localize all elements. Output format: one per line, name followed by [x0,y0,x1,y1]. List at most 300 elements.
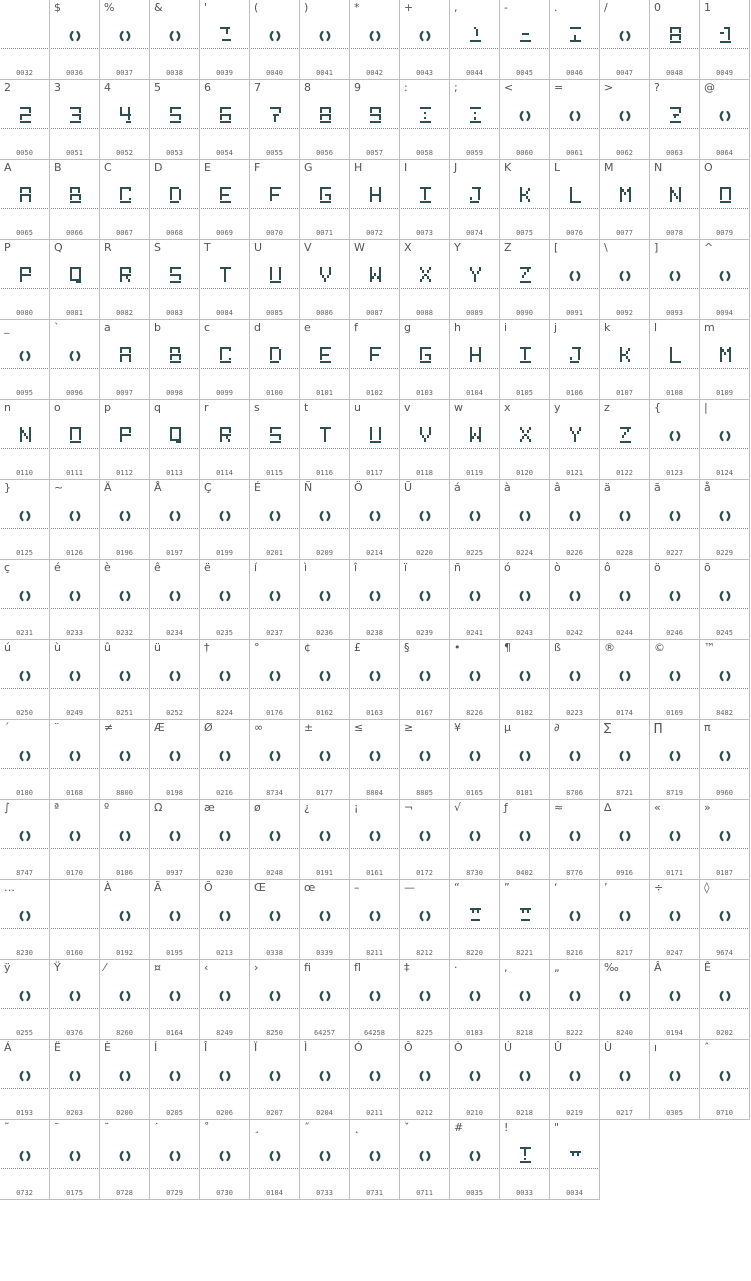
glyph-code-label: 0034 [566,1189,583,1197]
glyph-stroke [477,436,479,439]
glyph-cell [200,640,250,720]
notdef-glyph-mark [621,112,630,120]
glyph-stroke [70,189,72,193]
glyph-char-label: ± [304,721,314,734]
glyph-char-label: ¤ [154,961,161,974]
glyph-char-label: D [154,161,163,174]
glyph-cell [350,800,400,880]
glyph-stroke [274,116,276,122]
glyph-cell [350,480,400,560]
glyph-cell [50,800,100,880]
glyph-code-label: 8260 [116,1029,133,1037]
glyph-stroke [676,196,678,199]
glyph-preview-icon [450,0,500,80]
glyph-char-label: ¸ [254,1121,260,1134]
glyph-cell [400,640,450,720]
glyph-char-label: ï [404,561,408,574]
glyph-stroke [320,347,331,349]
notdef-glyph-mark [571,752,580,760]
notdef-glyph-mark [621,32,630,40]
glyph-stroke [229,349,231,351]
glyph-preview-icon [700,640,750,720]
glyph-stroke [570,361,579,363]
glyph-stroke [474,27,476,29]
glyph-char-label: X [404,241,412,254]
glyph-char-label: í [254,561,258,574]
glyph-char-label: M [604,161,614,174]
glyph-cell [450,80,500,160]
glyph-code-label: 8217 [616,949,633,957]
glyph-stroke [320,107,331,109]
glyph-preview-icon [150,1040,200,1120]
notdef-glyph-mark [721,272,730,280]
glyph-cell [200,960,250,1040]
glyph-preview-icon [400,1040,450,1120]
glyph-stroke [170,267,181,269]
glyph-char-label: Ë [54,1041,61,1054]
glyph-code-label: 0118 [416,469,433,477]
glyph-stroke [270,281,281,283]
notdef-glyph-mark [621,1072,630,1080]
glyph-char-label: ‰ [604,961,619,974]
glyph-stroke [79,116,81,120]
glyph-char-label: Z [504,241,512,254]
glyph-char-label: % [104,1,115,14]
notdef-glyph-mark [421,832,430,840]
glyph-stroke [670,36,672,40]
glyph-stroke [627,189,629,192]
glyph-cell [350,240,400,320]
glyph-code-label: 0219 [566,1109,583,1117]
glyph-preview-icon [200,800,250,880]
notdef-glyph-mark [121,832,130,840]
glyph-preview-icon [450,160,500,240]
glyph-code-label: 0052 [116,149,133,157]
notdef-glyph-mark [71,512,80,520]
glyph-char-label: ß [554,641,561,654]
glyph-stroke [72,114,81,116]
glyph-stroke [674,193,676,196]
glyph-stroke [670,29,672,33]
glyph-code-label: 0048 [666,69,683,77]
glyph-stroke [70,279,81,281]
glyph-preview-icon [300,480,350,560]
glyph-code-label: 0250 [16,709,33,717]
notdef-glyph-mark [521,992,530,1000]
glyph-cell [250,1120,300,1200]
glyph-stroke [527,910,529,913]
glyph-char-label: â [554,481,561,494]
glyph-stroke [320,427,331,429]
glyph-stroke [325,194,331,196]
glyph-preview-icon [300,800,350,880]
glyph-cell [600,240,650,320]
glyph-char-label: — [404,881,415,894]
glyph-preview-icon [450,480,500,560]
glyph-cell [650,720,700,800]
glyph-char-label: k [604,321,611,334]
notdef-glyph-mark [721,512,730,520]
glyph-stroke [170,107,181,109]
glyph-preview-icon [350,560,400,640]
glyph-char-label: 3 [54,81,61,94]
glyph-char-label: # [454,1121,464,1134]
glyph-char-label: V [304,241,312,254]
glyph-cell [0,320,50,400]
glyph-cell [400,960,450,1040]
glyph-char-label: ù [54,641,61,654]
glyph-char-label: ∞ [254,721,264,734]
glyph-preview-icon [450,880,500,960]
glyph-cell [450,960,500,1040]
glyph-char-label: ‹ [204,961,209,974]
glyph-char-label: ó [504,561,511,574]
glyph-char-label: . [554,1,558,14]
glyph-char-label: ì [304,561,308,574]
glyph-stroke [379,267,381,282]
glyph-code-label: 0116 [316,469,333,477]
glyph-code-label: 0115 [266,469,283,477]
glyph-stroke [220,201,231,203]
glyph-stroke [672,190,674,193]
glyph-stroke [70,267,81,269]
glyph-stroke [226,29,228,34]
glyph-char-label: | [704,401,708,414]
notdef-glyph-mark [721,832,730,840]
glyph-stroke [522,33,529,35]
glyph-stroke [178,349,180,353]
glyph-stroke [520,1161,531,1163]
glyph-code-label: 0198 [166,789,183,797]
notdef-glyph-mark [271,32,280,40]
glyph-preview-icon [200,400,250,480]
glyph-stroke [320,114,331,116]
glyph-preview-icon [150,480,200,560]
glyph-preview-icon [150,1120,200,1200]
glyph-stroke [120,274,131,276]
glyph-preview-icon [550,720,600,800]
notdef-glyph-mark [521,672,530,680]
glyph-stroke [70,194,81,196]
glyph-cell [0,800,50,880]
glyph-code-label: 0201 [266,549,283,557]
glyph-stroke [370,109,372,113]
notdef-glyph-mark [321,32,330,40]
glyph-preview-icon [100,960,150,1040]
glyph-preview-icon [50,960,100,1040]
glyph-code-label: 0195 [166,949,183,957]
glyph-preview-icon [350,160,400,240]
glyph-char-label: 2 [4,81,11,94]
glyph-stroke [370,267,372,282]
glyph-stroke [524,272,526,275]
glyph-preview-icon [550,0,600,80]
glyph-cell [550,160,600,240]
glyph-cell [550,560,600,640]
glyph-cell [150,560,200,640]
glyph-cell [100,720,150,800]
glyph-preview-icon [600,240,650,320]
glyph-cell [150,1040,200,1120]
glyph-stroke [129,198,131,200]
glyph-stroke [76,281,81,283]
glyph-cell [100,1120,150,1200]
glyph-code-label: 0171 [666,869,683,877]
glyph-stroke [679,109,681,113]
glyph-preview-icon [550,880,600,960]
glyph-code-label: 0213 [216,949,233,957]
glyph-preview-icon [350,800,400,880]
glyph-preview-icon [350,1120,400,1200]
glyph-stroke [670,361,681,363]
notdef-glyph-mark [671,752,680,760]
glyph-preview-icon [150,0,200,80]
glyph-char-label: £ [354,641,361,654]
glyph-code-label: 8230 [16,949,33,957]
glyph-code-label: 8747 [16,869,33,877]
glyph-stroke [472,271,474,274]
glyph-code-label: 0120 [516,469,533,477]
glyph-char-label: Û [554,1041,563,1054]
glyph-preview-icon [0,800,50,880]
glyph-stroke [22,430,24,433]
glyph-code-label: 0036 [66,69,83,77]
glyph-stroke [670,121,681,123]
glyph-preview-icon [200,640,250,720]
glyph-char-label: L [554,161,561,174]
glyph-cell [650,560,700,640]
glyph-code-label: 0248 [266,869,283,877]
glyph-stroke [20,116,22,120]
notdef-glyph-mark [271,832,280,840]
notdef-glyph-mark [271,752,280,760]
glyph-stroke [679,29,681,33]
glyph-char-label: Â [654,961,662,974]
glyph-preview-icon [600,960,650,1040]
glyph-cell [650,800,700,880]
glyph-stroke [727,349,729,352]
glyph-code-label: 0227 [666,549,683,557]
glyph-code-label: 0163 [366,709,383,717]
glyph-cell [300,960,350,1040]
glyph-stroke [179,429,181,439]
glyph-stroke [170,189,172,200]
glyph-preview-icon [150,320,200,400]
glyph-preview-icon [250,240,300,320]
glyph-preview-icon [50,1120,100,1200]
glyph-stroke [425,354,431,356]
glyph-stroke [220,109,222,113]
glyph-char-label: s [254,401,260,414]
glyph-stroke [424,189,426,200]
glyph-code-label: 0194 [666,1029,683,1037]
glyph-code-label: 0053 [166,149,183,157]
glyph-char-label: ‚ [504,961,508,974]
glyph-stroke [579,427,581,431]
glyph-code-label: 0199 [216,549,233,557]
notdef-glyph-mark [21,752,30,760]
glyph-code-label: 0226 [566,549,583,557]
glyph-char-label: q [154,401,161,414]
glyph-preview-icon [600,320,650,400]
glyph-cell [200,880,250,960]
glyph-stroke [29,427,31,442]
notdef-glyph-mark [571,992,580,1000]
glyph-char-label: ~ [54,481,64,494]
glyph-preview-icon [450,1120,500,1200]
notdef-glyph-mark [171,992,180,1000]
glyph-char-label: ¶ [504,641,511,654]
glyph-preview-icon [350,1040,400,1120]
glyph-code-label: 0046 [566,69,583,77]
glyph-stroke [372,276,374,279]
glyph-preview-icon [150,880,200,960]
glyph-preview-icon [300,1040,350,1120]
glyph-char-label: p [104,401,111,414]
glyph-preview-icon [200,1120,250,1200]
glyph-code-label: 0238 [366,629,383,637]
glyph-code-label: 0064 [716,149,733,157]
glyph-cell [50,640,100,720]
glyph-stroke [472,436,474,439]
glyph-stroke [377,276,379,279]
glyph-code-label: 8776 [566,869,583,877]
glyph-cell [100,1040,150,1120]
glyph-cell [400,800,450,880]
notdef-glyph-mark [621,272,630,280]
glyph-code-label: 0206 [216,1109,233,1117]
glyph-code-label: 0084 [216,309,233,317]
glyph-preview-icon [250,640,300,720]
glyph-char-label: è [104,561,111,574]
glyph-code-label: 0183 [466,1029,483,1037]
glyph-cell [200,800,250,880]
glyph-preview-icon [700,0,750,80]
notdef-glyph-mark [21,512,30,520]
glyph-stroke [524,434,527,436]
glyph-cell [0,880,50,960]
notdef-glyph-mark [471,1152,480,1160]
notdef-glyph-mark [321,992,330,1000]
glyph-code-label: 0054 [216,149,233,157]
glyph-stroke [670,27,681,29]
glyph-cell [150,320,200,400]
glyph-code-label: 0207 [266,1109,283,1117]
glyph-code-label: 0224 [516,549,533,557]
glyph-stroke [627,429,629,432]
glyph-preview-icon [50,0,100,80]
glyph-code-label: 0186 [116,869,133,877]
notdef-glyph-mark [121,912,130,920]
glyph-preview-icon [50,320,100,400]
glyph-cell [550,240,600,320]
glyph-preview-icon [300,720,350,800]
glyph-cell [350,880,400,960]
glyph-stroke [478,189,480,200]
glyph-stroke [370,121,381,123]
glyph-stroke [673,114,679,116]
glyph-stroke [620,427,631,429]
glyph-preview-icon [650,560,700,640]
glyph-stroke [120,187,131,189]
glyph-cell [250,240,300,320]
glyph-preview-icon [700,560,750,640]
glyph-cell [250,800,300,880]
notdef-glyph-mark [321,592,330,600]
glyph-char-label: ∂ [554,721,560,734]
glyph-cell [600,1040,650,1120]
glyph-stroke [429,427,431,435]
glyph-preview-icon [700,80,750,160]
glyph-code-label: 0113 [166,469,183,477]
glyph-code-label: 0196 [116,549,133,557]
glyph-stroke [170,121,181,123]
glyph-char-label: √ [454,801,462,814]
glyph-preview-icon [250,1120,300,1200]
notdef-glyph-mark [521,592,530,600]
glyph-cell [100,400,150,480]
glyph-cell [650,480,700,560]
glyph-cell [500,640,550,720]
glyph-char-label: + [404,1,414,14]
glyph-stroke [620,354,626,356]
notdef-glyph-mark [721,592,730,600]
glyph-preview-icon [300,880,350,960]
glyph-char-label: Ÿ [54,961,61,974]
glyph-code-label: 0093 [666,309,683,317]
glyph-preview-icon [450,720,500,800]
glyph-cell [400,320,450,400]
glyph-preview-icon [150,640,200,720]
glyph-char-label: º [104,801,110,814]
glyph-stroke [220,187,231,189]
notdef-glyph-mark [321,1072,330,1080]
glyph-code-label: 0108 [666,389,683,397]
glyph-preview-icon [100,480,150,560]
glyph-cell [300,0,350,80]
glyph-code-label: 0168 [66,789,83,797]
glyph-stroke [120,347,131,349]
glyph-stroke [470,197,472,200]
glyph-char-label: I [404,161,408,174]
glyph-preview-icon [0,1040,50,1120]
glyph-char-label: * [354,1,360,14]
glyph-stroke [320,109,322,113]
glyph-cell [700,640,750,720]
glyph-stroke [379,427,381,440]
glyph-code-label: 0060 [516,149,533,157]
notdef-glyph-mark [421,592,430,600]
glyph-stroke [570,40,581,42]
glyph-char-label: ] [654,241,659,254]
glyph-stroke [522,910,524,913]
glyph-preview-icon [350,960,400,1040]
glyph-preview-icon [600,560,650,640]
notdef-glyph-mark [221,992,230,1000]
glyph-code-label: 0161 [366,869,383,877]
glyph-char-label: À [104,881,112,894]
glyph-char-label: ≠ [104,721,114,734]
glyph-char-label: / [604,1,608,14]
glyph-char-label: ¥ [454,721,461,734]
glyph-cell [150,160,200,240]
glyph-preview-icon [50,400,100,480]
glyph-stroke [522,430,524,433]
glyph-cell [500,480,550,560]
notdef-glyph-mark [21,1152,30,1160]
glyph-code-label: 0204 [316,1109,333,1117]
glyph-stroke [220,427,231,429]
